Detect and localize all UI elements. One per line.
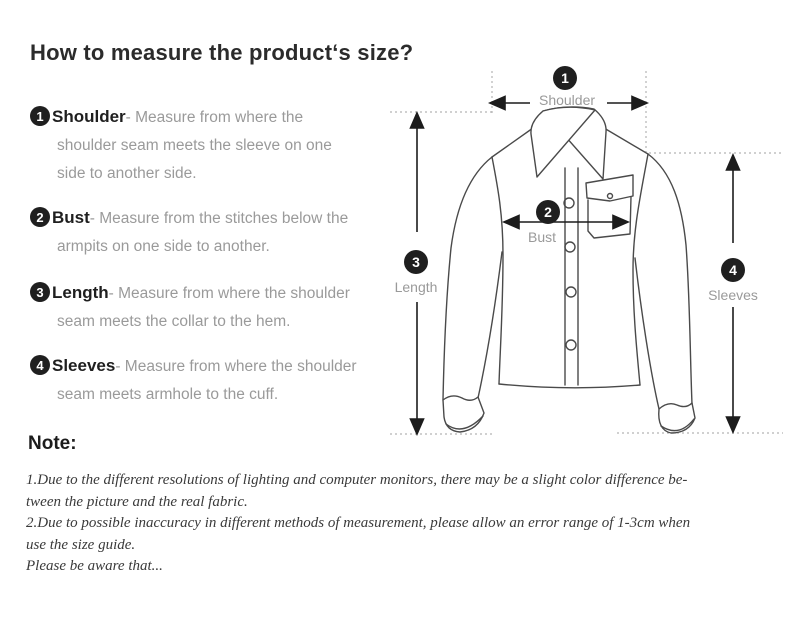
- step-1-badge: 1: [30, 106, 50, 126]
- body-right-edge: [633, 154, 648, 385]
- diagram-label-bust: Bust: [527, 229, 557, 245]
- term-length: Length: [52, 283, 109, 302]
- note-line: Please be aware that...: [26, 558, 163, 574]
- diagram-label-length: Length: [394, 279, 438, 295]
- pocket-flap: [586, 175, 633, 201]
- term-bust: Bust: [52, 208, 90, 227]
- diagram-label-sleeves: Sleeves: [708, 287, 758, 303]
- note-line: 2.Due to possible inaccuracy in different methods of measurement, please allow an error range of 1-3cm when: [26, 515, 691, 531]
- diagram-label-shoulder: Shoulder: [538, 92, 596, 108]
- desc-line: - Measure from where the shoulder: [108, 285, 350, 302]
- right-sleeve: [648, 154, 692, 404]
- note-line: 1.Due to the different resolutions of lighting and computer monitors, there may be a slight color difference be-: [26, 472, 688, 488]
- left-sleeve-seam: [478, 252, 502, 398]
- diagram-badge-4: 4: [721, 258, 745, 282]
- term-shoulder: Shoulder: [52, 107, 126, 126]
- desc-line: shoulder seam meets the sleeve on one: [57, 137, 332, 154]
- page-title: How to measure the product‘s size?: [30, 40, 414, 65]
- left-shoulder-seam: [492, 128, 533, 157]
- pocket-body: [588, 197, 631, 238]
- shirt-outline: [443, 107, 695, 433]
- right-sleeve-seam: [635, 258, 659, 409]
- right-shoulder-seam: [604, 128, 648, 154]
- desc-line: seam meets armhole to the cuff.: [57, 386, 279, 403]
- diagram-badge-2: 2: [536, 200, 560, 224]
- diagram-badge-3: 3: [404, 250, 428, 274]
- desc-line: seam meets the collar to the hem.: [57, 313, 291, 330]
- note-line: tween the picture and the real fabric.: [26, 493, 248, 510]
- desc-line: - Measure from where the shoulder: [115, 358, 357, 375]
- step-2-badge: 2: [30, 207, 50, 227]
- buttons: [564, 198, 576, 350]
- note-heading: Note:: [28, 433, 77, 454]
- term-sleeves: Sleeves: [52, 356, 116, 375]
- step-4-badge: 4: [30, 355, 50, 375]
- desc-line: armpits on one side to another.: [57, 238, 270, 255]
- note-line: use the size guide.: [26, 536, 136, 553]
- desc-line: side to another side.: [57, 165, 197, 182]
- placket: [565, 168, 578, 385]
- desc-line: - Measure from the stitches below the: [89, 210, 349, 227]
- note-section: [26, 470, 786, 578]
- diagram-badge-1: 1: [553, 66, 577, 90]
- hem: [499, 384, 640, 388]
- body-left-edge: [492, 157, 503, 384]
- desc-line: - Measure from where the: [125, 109, 304, 126]
- step-3-badge: 3: [30, 282, 50, 302]
- bust-arrow: [504, 216, 628, 229]
